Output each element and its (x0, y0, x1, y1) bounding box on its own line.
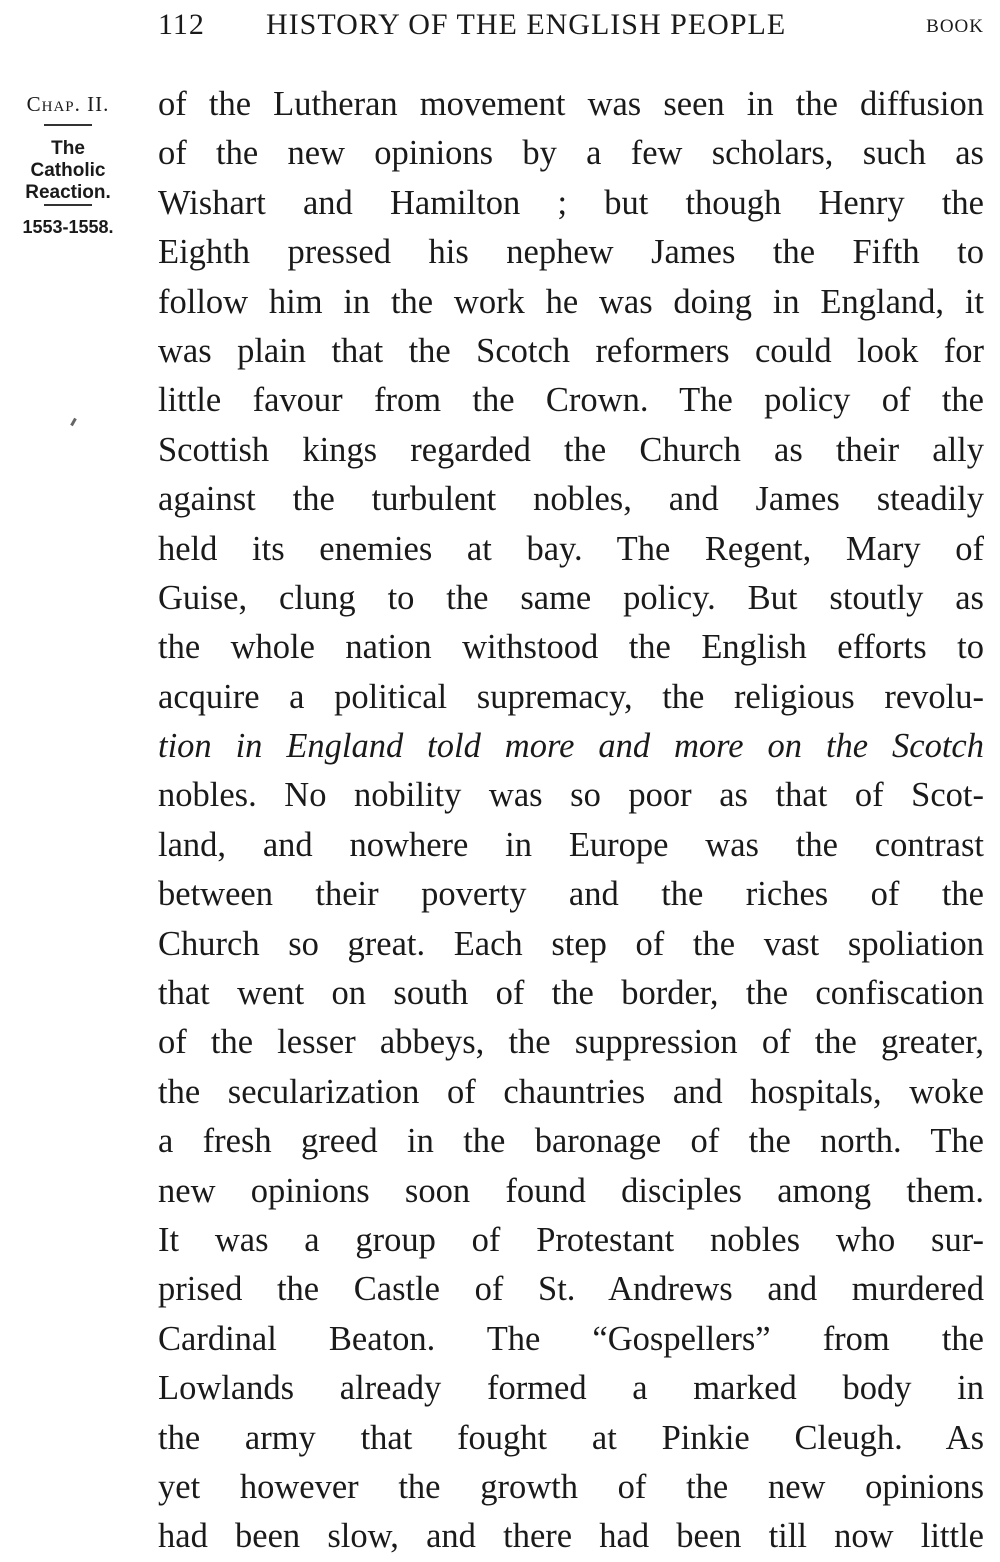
text-line: had been slow, and there had been till now little (158, 1517, 984, 1556)
text-line: new opinions soon found disciples among them. (158, 1171, 984, 1210)
page-number: 112 (158, 8, 205, 41)
text-line: between their poverty and the riches of the (158, 875, 984, 914)
text-line: a fresh greed in the baronage of the north. The (158, 1122, 984, 1161)
running-title: HISTORY OF THE ENGLISH PEOPLE (266, 8, 787, 41)
text-line: the whole nation withstood the English efforts to (158, 628, 984, 667)
margin-sidenote (6, 84, 130, 242)
sidenote-topic-line: Catholic (30, 160, 106, 181)
text-line: held its enemies at bay. The Regent, Mary of (158, 529, 984, 568)
text-line: Guise, clung to the same policy. But stoutly as (158, 578, 984, 617)
sidenote-dates: 1553-1558. (22, 217, 114, 237)
sidenote-rule-top (44, 124, 92, 126)
running-head (158, 8, 984, 44)
text-line: was plain that the Scotch reformers could look for (158, 331, 984, 370)
text-line: Eighth pressed his nephew James the Fifth to (158, 233, 984, 272)
text-line: acquire a political supremacy, the religious revolu- (158, 677, 984, 716)
text-line: that went on south of the border, the confiscation (158, 974, 984, 1013)
text-line: against the turbulent nobles, and James steadily (158, 480, 984, 519)
text-line: of the new opinions by a few scholars, such as (158, 134, 984, 173)
text-line: It was a group of Protestant nobles who sur- (158, 1220, 984, 1259)
text-line: of the Lutheran movement was seen in the diffusion (158, 85, 984, 123)
text-line: Wishart and Hamilton ; but though Henry the (158, 183, 984, 222)
text-line: Church so great. Each step of the vast spoliation (158, 924, 984, 963)
sidenote-rule-bottom (44, 204, 92, 206)
sidenote-topic (6, 138, 130, 204)
sidenote-chapter: Chap. II. (26, 92, 110, 116)
text-line: Scottish kings regarded the Church as their ally (158, 430, 984, 469)
text-line: little favour from the Crown. The policy of the (158, 381, 984, 420)
text-line: of the lesser abbeys, the suppression of the greater, (158, 1023, 984, 1062)
text-line: the secularization of chauntries and hospitals, woke (158, 1072, 984, 1111)
text-line: Cardinal Beaton. The “Gospellers” from the (158, 1319, 984, 1358)
sidenote-topic-line: Reaction. (25, 182, 111, 203)
text-line: tion in England told more and more on the Scotch (158, 727, 984, 766)
sidenote-topic-line: The (51, 138, 85, 159)
text-line: yet however the growth of the new opinions (158, 1467, 984, 1506)
text-line: Lowlands already formed a marked body in (158, 1369, 984, 1408)
running-book-label: BOOK (926, 16, 984, 37)
ink-speck (70, 418, 77, 426)
text-line: land, and nowhere in Europe was the contrast (158, 825, 984, 864)
text-line: prised the Castle of St. Andrews and murdered (158, 1270, 984, 1309)
text-line: follow him in the work he was doing in England, it (158, 282, 984, 321)
text-line: nobles. No nobility was so poor as that of Scot- (158, 776, 984, 815)
body-text (158, 80, 984, 1562)
text-line: the army that fought at Pinkie Cleugh. As (158, 1418, 984, 1457)
